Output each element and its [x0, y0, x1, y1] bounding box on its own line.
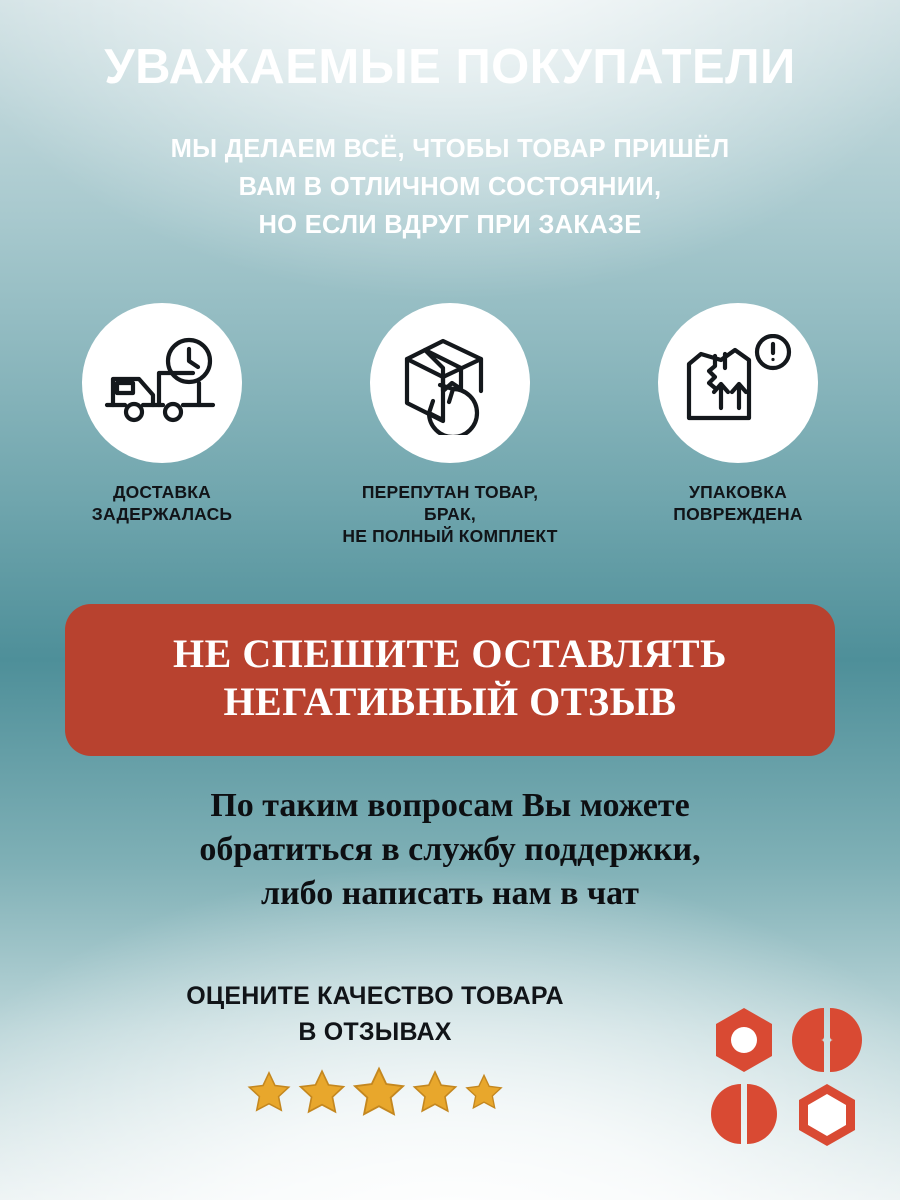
warning-banner-line-2: НЕГАТИВНЫЙ ОТЗЫВ — [223, 678, 677, 724]
warning-banner-line-1: НЕ СПЕШИТЕ ОСТАВЛЯТЬ — [173, 630, 727, 676]
star-icon[interactable] — [464, 1083, 504, 1100]
issue-caption-line-1: ДОСТАВКА — [112, 481, 212, 502]
star-icon[interactable] — [246, 1083, 296, 1100]
issue-item-delivery-delayed — [47, 303, 277, 526]
issue-caption-line-1: УПАКОВКА — [689, 481, 787, 502]
page-title: УВАЖАЕМЫЕ ПОКУПАТЕЛИ — [104, 40, 796, 94]
icon-circle — [82, 303, 242, 463]
rate-prompt — [70, 978, 680, 1051]
subtitle-line-1: МЫ ДЕЛАЕМ ВСЁ, ЧТОБЫ ТОВАР ПРИШЁЛ — [170, 135, 730, 164]
star-icon[interactable] — [351, 1083, 411, 1100]
issue-item-wrong-item — [335, 303, 565, 548]
star-icon[interactable] — [411, 1083, 463, 1100]
issue-caption — [92, 481, 232, 526]
subtitle-line-3: НО ЕСЛИ ВДРУГ ПРИ ЗАКАЗЕ — [258, 210, 642, 239]
icon-circle — [658, 303, 818, 463]
issue-caption — [335, 481, 565, 548]
support-text — [70, 784, 830, 917]
issue-caption-line-2: ЗАДЕРЖАЛАСЬ — [91, 504, 233, 525]
star-icon[interactable] — [297, 1083, 351, 1100]
brand-logo-icon — [706, 1002, 866, 1152]
icon-circle — [370, 303, 530, 463]
warning-banner — [65, 604, 835, 756]
issue-item-damaged-package — [623, 303, 853, 526]
star-rating[interactable] — [70, 1064, 680, 1120]
subtitle-block — [0, 131, 900, 244]
box-return-arrow-icon — [395, 331, 505, 435]
issue-caption — [673, 481, 802, 526]
support-line-1: По таким вопросам Вы можете — [210, 786, 690, 824]
issue-caption-line-2: НЕ ПОЛНЫЙ КОМПЛЕКТ — [342, 526, 558, 547]
footer — [0, 972, 900, 1182]
rate-prompt-line-1: ОЦЕНИТЕ КАЧЕСТВО ТОВАРА — [186, 982, 564, 1010]
issues-row — [0, 303, 900, 548]
damaged-package-warning-icon — [681, 334, 795, 432]
support-line-2: обратиться в службу поддержки, — [199, 831, 701, 868]
rate-prompt-line-2: В ОТЗЫВАХ — [298, 1018, 452, 1047]
delivery-truck-clock-icon — [103, 335, 221, 431]
support-line-3: либо написать нам в чат — [261, 875, 639, 913]
subtitle-line-2: ВАМ В ОТЛИЧНОМ СОСТОЯНИИ, — [238, 173, 662, 202]
issue-caption-line-2: ПОВРЕЖДЕНА — [673, 504, 803, 525]
issue-caption-line-1: ПЕРЕПУТАН ТОВАР, БРАК, — [361, 481, 539, 525]
